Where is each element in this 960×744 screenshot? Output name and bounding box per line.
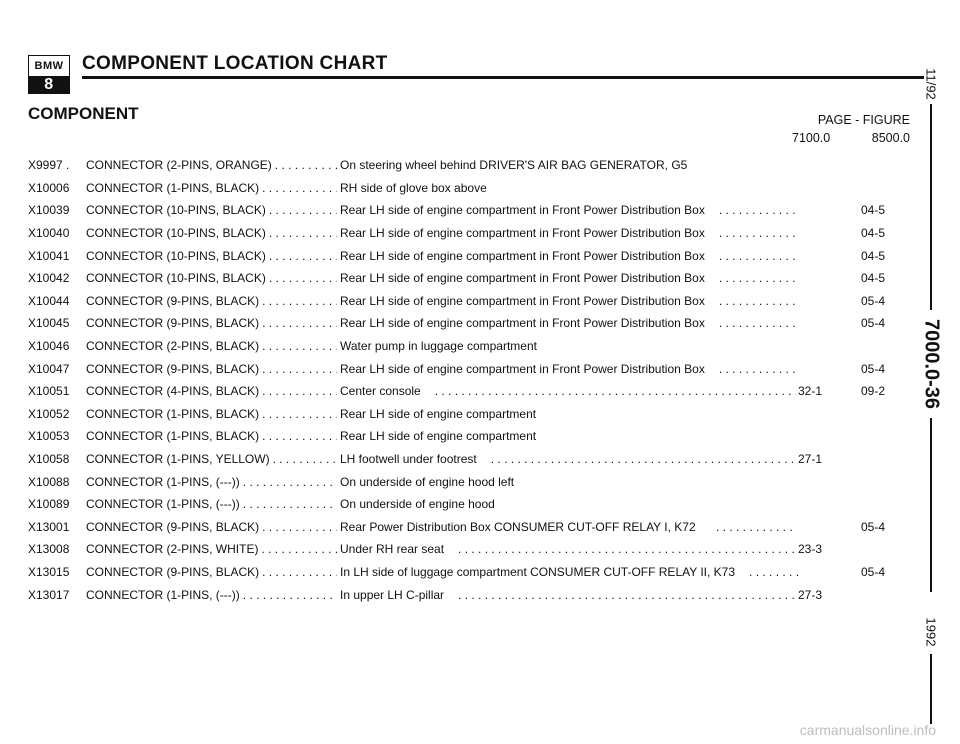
- component-cell: [86, 154, 340, 177]
- location-cell: [340, 357, 798, 380]
- page-ref: [798, 425, 838, 448]
- component-name: CONNECTOR (10-PINS, BLACK): [86, 226, 266, 241]
- location-text: LH footwell under footrest: [340, 452, 477, 467]
- leader-dots: [719, 203, 798, 217]
- component-cell: [86, 561, 340, 584]
- component-cell: [86, 448, 340, 471]
- leader-dots: [262, 294, 337, 308]
- side-date: 11/92: [923, 68, 939, 100]
- location-text: In upper LH C-pillar: [340, 587, 445, 602]
- page-ref: [798, 357, 838, 380]
- figure-ref: [838, 470, 908, 493]
- page-ref: [798, 154, 838, 177]
- page-ref: [798, 199, 838, 222]
- component-code: X9997 .: [28, 158, 70, 173]
- component-name: CONNECTOR (1-PINS, BLACK): [86, 429, 260, 444]
- leader-dots: [262, 520, 337, 534]
- leader-dots: [719, 271, 798, 285]
- leader-dots: [269, 226, 337, 240]
- location-text: Center console: [340, 384, 421, 399]
- page-ref: [798, 177, 838, 200]
- component-cell: [86, 380, 340, 403]
- location-text: Rear LH side of engine compartment: [340, 429, 537, 444]
- figure-ref: 09-2: [860, 384, 886, 399]
- component-code: X13017: [28, 587, 70, 602]
- location-cell: [340, 403, 798, 426]
- component-code: X10058: [28, 452, 70, 467]
- side-year: 1992: [923, 617, 939, 647]
- location-text: Rear LH side of engine compartment in Front Power Distribution Box: [340, 361, 705, 376]
- location-cell: [340, 312, 798, 335]
- leader-dots: [719, 294, 798, 308]
- component-code: X10053: [28, 429, 70, 444]
- location-text: Rear LH side of engine compartment in Front Power Distribution Box: [340, 271, 705, 286]
- component-name: CONNECTOR (1-PINS, YELLOW): [86, 452, 270, 467]
- leader-dots: [262, 339, 337, 353]
- page-ref: [798, 561, 838, 584]
- component-cell: [86, 470, 340, 493]
- component-cell: [86, 312, 340, 335]
- table-row: [28, 561, 908, 584]
- page-ref: [798, 290, 838, 313]
- component-code: X10047: [28, 361, 70, 376]
- component-cell: [86, 222, 340, 245]
- page-title: COMPONENT LOCATION CHART: [82, 53, 388, 74]
- location-cell: [340, 244, 798, 267]
- component-name: CONNECTOR (10-PINS, BLACK): [86, 203, 266, 218]
- logo-bottom: 8: [28, 76, 70, 94]
- component-code: X10089: [28, 497, 70, 512]
- component-code: X10046: [28, 339, 70, 354]
- table-row: [28, 199, 908, 222]
- leader-dots: [719, 362, 798, 376]
- leader-dots: [243, 497, 337, 511]
- table-row: [28, 448, 908, 471]
- leader-dots: [719, 316, 798, 330]
- table-row: [28, 425, 908, 448]
- page-ref: [798, 222, 838, 245]
- component-code: X10052: [28, 406, 70, 421]
- component-cell: [86, 516, 340, 539]
- figure-ref: 04-5: [860, 226, 886, 241]
- table-row: [28, 244, 908, 267]
- component-code: X13015: [28, 564, 70, 579]
- figure-column-number: 8500.0: [871, 131, 910, 145]
- leader-dots: [269, 203, 337, 217]
- component-name: CONNECTOR (2-PINS, ORANGE): [86, 158, 272, 173]
- location-text: In LH side of luggage compartment CONSUMER CUT-OFF RELAY II, K73: [340, 564, 736, 579]
- location-cell: [340, 493, 798, 516]
- component-name: CONNECTOR (4-PINS, BLACK): [86, 384, 260, 399]
- location-text: Rear LH side of engine compartment: [340, 406, 537, 421]
- page-ref: 27-1: [798, 452, 823, 467]
- location-cell: [340, 222, 798, 245]
- table-row: [28, 177, 908, 200]
- figure-ref: 05-4: [860, 361, 886, 376]
- table-row: [28, 470, 908, 493]
- table-row: [28, 538, 908, 561]
- component-name: CONNECTOR (9-PINS, BLACK): [86, 316, 260, 331]
- figure-ref: [838, 538, 908, 561]
- figure-ref: [838, 425, 908, 448]
- location-cell: [340, 470, 798, 493]
- component-table: [28, 154, 908, 606]
- figure-ref: [838, 583, 908, 606]
- page-ref: 27-3: [798, 587, 823, 602]
- component-name: CONNECTOR (1-PINS, (---)): [86, 474, 240, 489]
- leader-dots: [273, 452, 337, 466]
- component-name: CONNECTOR (9-PINS, BLACK): [86, 361, 260, 376]
- component-code: X10041: [28, 248, 70, 263]
- leader-dots: [458, 542, 796, 556]
- location-cell: [340, 425, 798, 448]
- leader-dots: [262, 565, 337, 579]
- location-text: RH side of glove box above: [340, 180, 487, 195]
- location-cell: [340, 154, 798, 177]
- location-text: Rear LH side of engine compartment in Front Power Distribution Box: [340, 316, 705, 331]
- page-ref: 32-1: [798, 384, 823, 399]
- component-cell: [86, 403, 340, 426]
- location-text: Rear LH side of engine compartment in Front Power Distribution Box: [340, 248, 705, 263]
- leader-dots: [719, 226, 798, 240]
- component-cell: [86, 290, 340, 313]
- leader-dots: [269, 249, 337, 263]
- leader-dots: [749, 565, 798, 579]
- component-code: X13008: [28, 542, 70, 557]
- component-cell: [86, 583, 340, 606]
- leader-dots: [262, 429, 337, 443]
- table-row: [28, 290, 908, 313]
- page-ref: [798, 493, 838, 516]
- component-name: CONNECTOR (9-PINS, BLACK): [86, 293, 260, 308]
- figure-ref: 05-4: [860, 293, 886, 308]
- leader-dots: [262, 384, 337, 398]
- side-page-code: 7000.0-36: [920, 318, 943, 410]
- table-row: [28, 222, 908, 245]
- location-cell: [340, 335, 798, 358]
- location-text: Rear LH side of engine compartment in Front Power Distribution Box: [340, 293, 705, 308]
- component-name: CONNECTOR (9-PINS, BLACK): [86, 519, 260, 534]
- location-text: Rear Power Distribution Box CONSUMER CUT-OFF RELAY I, K72: [340, 519, 696, 534]
- bmw-logo: [28, 55, 70, 95]
- page-column-number: 7100.0: [792, 131, 831, 145]
- side-line-top: [930, 104, 932, 310]
- component-code: X10006: [28, 180, 70, 195]
- watermark: carmanualsonline.info: [799, 722, 936, 738]
- table-row: [28, 335, 908, 358]
- component-code: X10042: [28, 271, 70, 286]
- location-cell: [340, 561, 798, 584]
- side-line-mid: [930, 418, 932, 592]
- figure-ref: 04-5: [860, 203, 886, 218]
- location-cell: [340, 538, 798, 561]
- page-figure-header: [786, 111, 910, 147]
- component-name: CONNECTOR (2-PINS, BLACK): [86, 339, 260, 354]
- location-cell: [340, 199, 798, 222]
- page-ref: [798, 516, 838, 539]
- page-ref: [798, 267, 838, 290]
- side-line-bottom: [930, 654, 932, 724]
- location-cell: [340, 448, 798, 471]
- table-row: [28, 357, 908, 380]
- leader-dots: [262, 181, 337, 195]
- figure-ref: 04-5: [860, 248, 886, 263]
- location-text: Under RH rear seat: [340, 542, 445, 557]
- table-row: [28, 312, 908, 335]
- page-ref: [798, 335, 838, 358]
- page-ref: [798, 470, 838, 493]
- component-cell: [86, 177, 340, 200]
- column-heading: COMPONENT: [28, 104, 139, 123]
- leader-dots: [269, 271, 337, 285]
- component-cell: [86, 425, 340, 448]
- component-name: CONNECTOR (10-PINS, BLACK): [86, 248, 266, 263]
- table-row: [28, 267, 908, 290]
- component-code: X10044: [28, 293, 70, 308]
- table-row: [28, 516, 908, 539]
- component-cell: [86, 493, 340, 516]
- component-name: CONNECTOR (10-PINS, BLACK): [86, 271, 266, 286]
- page-ref: [798, 403, 838, 426]
- leader-dots: [458, 588, 796, 602]
- leader-dots: [262, 407, 337, 421]
- page-figure-label: PAGE - FIGURE: [817, 113, 910, 127]
- title-rule: [82, 76, 924, 79]
- component-cell: [86, 244, 340, 267]
- figure-ref: [838, 403, 908, 426]
- page-ref: [798, 244, 838, 267]
- leader-dots: [243, 588, 337, 602]
- location-text: On steering wheel behind DRIVER'S AIR BAG GENERATOR, G5: [340, 158, 688, 173]
- leader-dots: [719, 249, 798, 263]
- leader-dots: [491, 452, 796, 466]
- component-code: X10039: [28, 203, 70, 218]
- component-name: CONNECTOR (2-PINS, WHITE): [86, 542, 259, 557]
- leader-dots: [243, 475, 337, 489]
- table-row: [28, 583, 908, 606]
- component-code: X10045: [28, 316, 70, 331]
- component-name: CONNECTOR (1-PINS, (---)): [86, 587, 240, 602]
- leader-dots: [262, 362, 337, 376]
- component-code: X10040: [28, 226, 70, 241]
- location-text: Rear LH side of engine compartment in Front Power Distribution Box: [340, 226, 705, 241]
- component-name: CONNECTOR (1-PINS, BLACK): [86, 406, 260, 421]
- figure-ref: 05-4: [860, 519, 886, 534]
- figure-ref: 04-5: [860, 271, 886, 286]
- component-code: X13001: [28, 519, 70, 534]
- component-cell: [86, 357, 340, 380]
- leader-dots: [275, 158, 337, 172]
- leader-dots: [262, 316, 337, 330]
- figure-ref: [838, 448, 908, 471]
- location-cell: [340, 516, 798, 539]
- component-name: CONNECTOR (1-PINS, (---)): [86, 497, 240, 512]
- table-row: [28, 154, 908, 177]
- table-row: [28, 380, 908, 403]
- figure-ref: [838, 154, 908, 177]
- component-cell: [86, 335, 340, 358]
- leader-dots: [261, 542, 337, 556]
- component-cell: [86, 199, 340, 222]
- figure-ref: [838, 335, 908, 358]
- figure-ref: [838, 493, 908, 516]
- location-cell: [340, 290, 798, 313]
- component-cell: [86, 538, 340, 561]
- location-cell: [340, 583, 798, 606]
- figure-ref: 05-4: [860, 564, 886, 579]
- location-text: Rear LH side of engine compartment in Front Power Distribution Box: [340, 203, 705, 218]
- location-text: On underside of engine hood: [340, 497, 495, 512]
- logo-top: BMW: [28, 55, 70, 77]
- figure-ref: 05-4: [860, 316, 886, 331]
- leader-dots: [716, 520, 796, 534]
- component-name: CONNECTOR (9-PINS, BLACK): [86, 564, 260, 579]
- component-cell: [86, 267, 340, 290]
- figure-ref: [838, 177, 908, 200]
- location-cell: [340, 380, 798, 403]
- page-ref: 23-3: [798, 542, 823, 557]
- page-ref: [798, 312, 838, 335]
- component-code: X10051: [28, 384, 70, 399]
- component-code: X10088: [28, 474, 70, 489]
- location-cell: [340, 177, 798, 200]
- component-name: CONNECTOR (1-PINS, BLACK): [86, 180, 260, 195]
- table-row: [28, 493, 908, 516]
- location-text: Water pump in luggage compartment: [340, 339, 537, 354]
- table-row: [28, 403, 908, 426]
- leader-dots: [435, 384, 796, 398]
- location-cell: [340, 267, 798, 290]
- location-text: On underside of engine hood left: [340, 474, 515, 489]
